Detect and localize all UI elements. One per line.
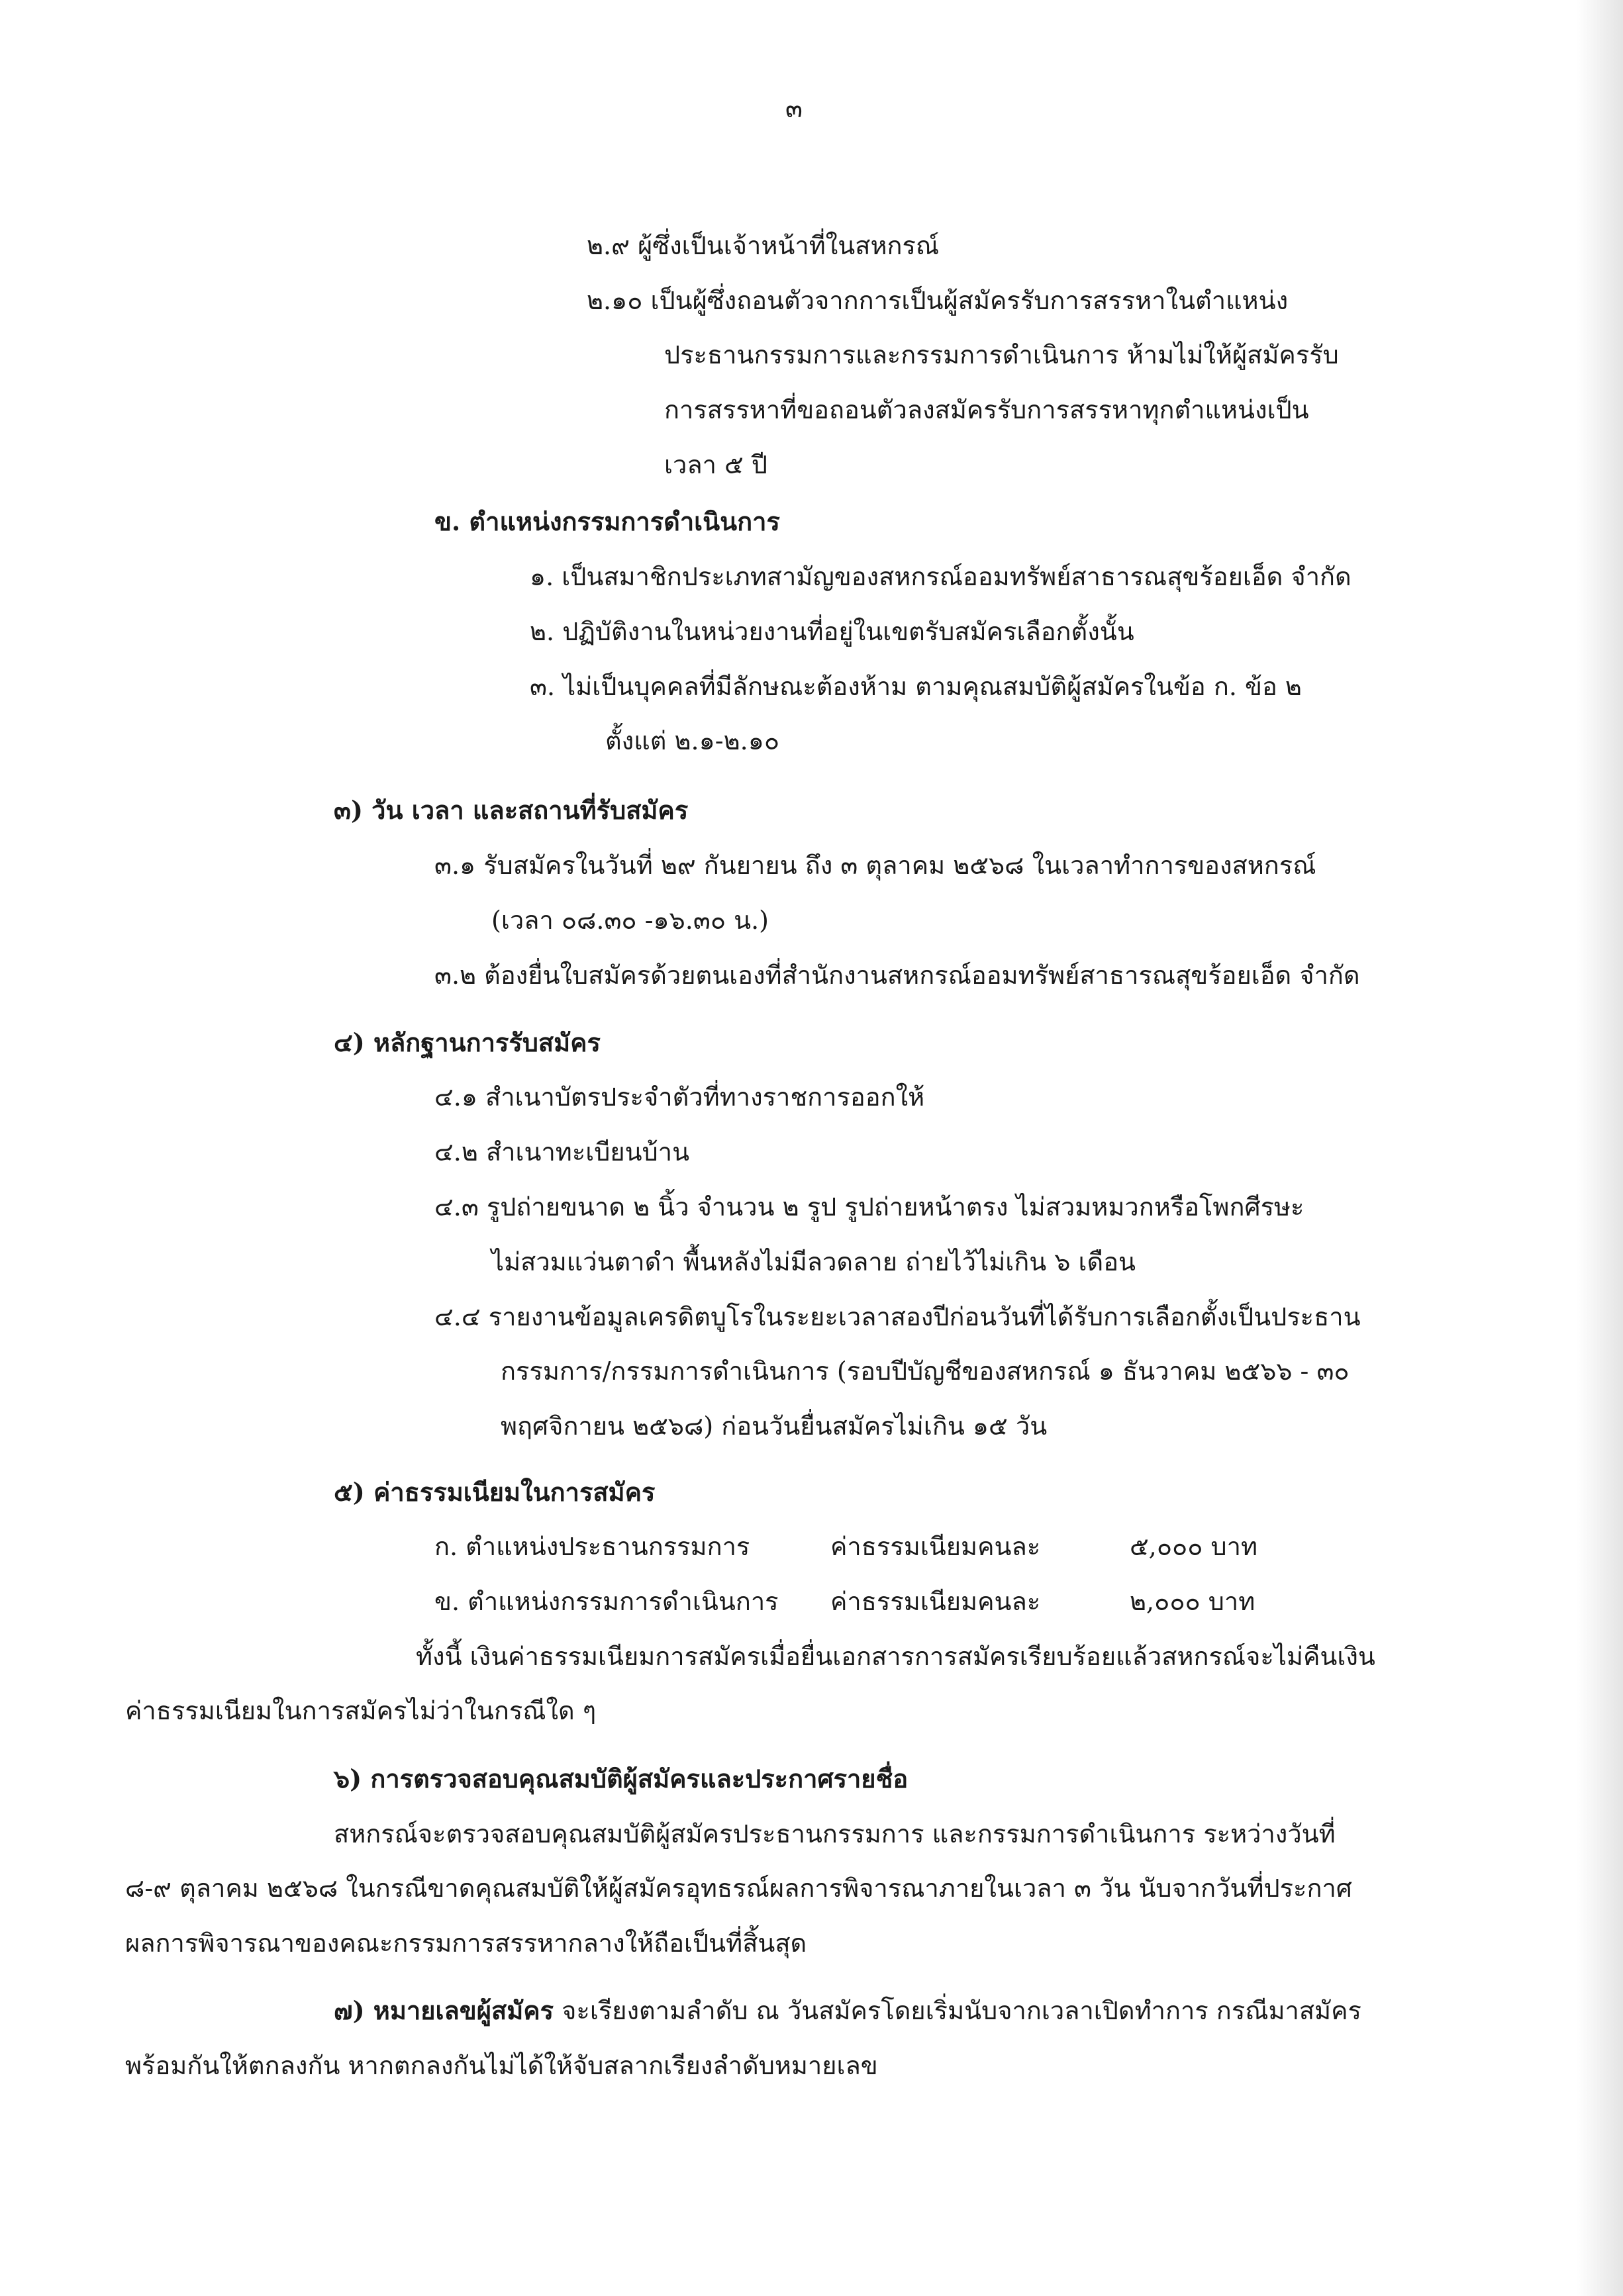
text-line: ค่าธรรมเนียมในการสมัครไม่ว่าในกรณีใด ๆ: [125, 1696, 597, 1725]
text-line: ๔.๑ สำเนาบัตรประจำตัวที่ทางราชการออกให้: [434, 1082, 925, 1112]
text-line: เวลา ๕ ปี: [664, 450, 767, 479]
page-number: ๓: [785, 94, 803, 123]
text-line: พร้อมกันให้ตกลงกัน หากตกลงกันไม่ได้ให้จับสลากเรียงลำดับหมายเลข: [125, 2051, 878, 2080]
fee-position: ข. ตำแหน่งกรรมการดำเนินการ: [434, 1587, 779, 1616]
fee-amount: ๒,๐๐๐ บาท: [1130, 1587, 1255, 1616]
section-heading: ๕) ค่าธรรมเนียมในการสมัคร: [334, 1477, 656, 1507]
text-line: (เวลา ๐๘.๓๐ -๑๖.๓๐ น.): [491, 906, 769, 935]
text-line: ตั้งแต่ ๒.๑-๒.๑๐: [605, 726, 780, 755]
text-line: ไม่สวมแว่นตาดำ พื้นหลังไม่มีลวดลาย ถ่ายไว้ไม่เกิน ๖ เดือน: [491, 1247, 1136, 1276]
text-line: ๔.๒ สำเนาทะเบียนบ้าน: [434, 1137, 690, 1167]
fee-position: ก. ตำแหน่งประธานกรรมการ: [434, 1532, 750, 1561]
fee-amount: ๕,๐๐๐ บาท: [1130, 1532, 1258, 1561]
text-line: ๔.๓ รูปถ่ายขนาด ๒ นิ้ว จำนวน ๒ รูป รูปถ่ายหน้าตรง ไม่สวมหมวกหรือโพกศีรษะ: [434, 1192, 1304, 1221]
section-heading: ข. ตำแหน่งกรรมการดำเนินการ: [434, 506, 780, 536]
text-line: ๑. เป็นสมาชิกประเภทสามัญของสหกรณ์ออมทรัพย์สาธารณสุขร้อยเอ็ด จำกัด: [530, 562, 1352, 591]
text-line: ๒. ปฏิบัติงานในหน่วยงานที่อยู่ในเขตรับสมัครเลือกตั้งนั้น: [530, 617, 1134, 646]
text-line: ๘-๙ ตุลาคม ๒๕๖๘ ในกรณีขาดคุณสมบัติให้ผู้สมัครอุทธรณ์ผลการพิจารณาภายในเวลา ๓ วัน นับจากวันที่ประกาศ: [125, 1874, 1352, 1903]
text-line: สหกรณ์จะตรวจสอบคุณสมบัติผู้สมัครประธานกรรมการ และกรรมการดำเนินการ ระหว่างวันที่: [334, 1819, 1336, 1848]
section-heading: ๓) วัน เวลา และสถานที่รับสมัคร: [334, 795, 689, 825]
text-line: ๓.๑ รับสมัครในวันที่ ๒๙ กันยายน ถึง ๓ ตุลาคม ๒๕๖๘ ในเวลาทำการของสหกรณ์: [434, 851, 1316, 880]
text-line: การสรรหาที่ขอถอนตัวลงสมัครรับการสรรหาทุกตำแหน่งเป็น: [664, 395, 1309, 424]
text-line: ๒.๙ ผู้ซึ่งเป็นเจ้าหน้าที่ในสหกรณ์: [587, 231, 940, 260]
section-heading: ๔) หลักฐานการรับสมัคร: [334, 1028, 601, 1057]
section-heading: ๖) การตรวจสอบคุณสมบัติผู้สมัครและประกาศรายชื่อ: [334, 1764, 909, 1794]
text-line: ทั้งนี้ เงินค่าธรรมเนียมการสมัครเมื่อยื่นเอกสารการสมัครเรียบร้อยแล้วสหกรณ์จะไม่คืนเงิน: [416, 1642, 1375, 1671]
text-line: ๒.๑๐ เป็นผู้ซึ่งถอนตัวจากการเป็นผู้สมัครรับการสรรหาในตำแหน่ง: [587, 286, 1289, 315]
fee-label: ค่าธรรมเนียมคนละ: [830, 1532, 1041, 1561]
text-line: กรรมการ/กรรมการดำเนินการ (รอบปีบัญชีของสหกรณ์ ๑ ธันวาคม ๒๕๖๖ - ๓๐: [501, 1357, 1350, 1386]
section-heading-inline: ๗) หมายเลขผู้สมัคร: [334, 1995, 554, 2025]
fee-label: ค่าธรรมเนียมคนละ: [830, 1587, 1041, 1616]
text-inline: จะเรียงตามลำดับ ณ วันสมัครโดยเริ่มนับจากเวลาเปิดทำการ กรณีมาสมัคร: [554, 1996, 1361, 2025]
text-line: ๓.๒ ต้องยื่นใบสมัครด้วยตนเองที่สำนักงานสหกรณ์ออมทรัพย์สาธารณสุขร้อยเอ็ด จำกัด: [434, 961, 1360, 990]
text-line: ๔.๔ รายงานข้อมูลเครดิตบูโรในระยะเวลาสองปีก่อนวันที่ได้รับการเลือกตั้งเป็นประธาน: [434, 1302, 1361, 1331]
scan-edge-shadow: [1577, 0, 1623, 2296]
text-line: ๓. ไม่เป็นบุคคลที่มีลักษณะต้องห้าม ตามคุณสมบัติผู้สมัครในข้อ ก. ข้อ ๒: [530, 672, 1302, 701]
text-line: ผลการพิจารณาของคณะกรรมการสรรหากลางให้ถือเป็นที่สิ้นสุด: [125, 1929, 807, 1958]
text-line: [334, 1993, 1361, 2028]
text-line: พฤศจิกายน ๒๕๖๘) ก่อนวันยื่นสมัครไม่เกิน ๑๕ วัน: [501, 1411, 1048, 1441]
text-line: ประธานกรรมการและกรรมการดำเนินการ ห้ามไม่ให้ผู้สมัครรับ: [664, 340, 1339, 369]
